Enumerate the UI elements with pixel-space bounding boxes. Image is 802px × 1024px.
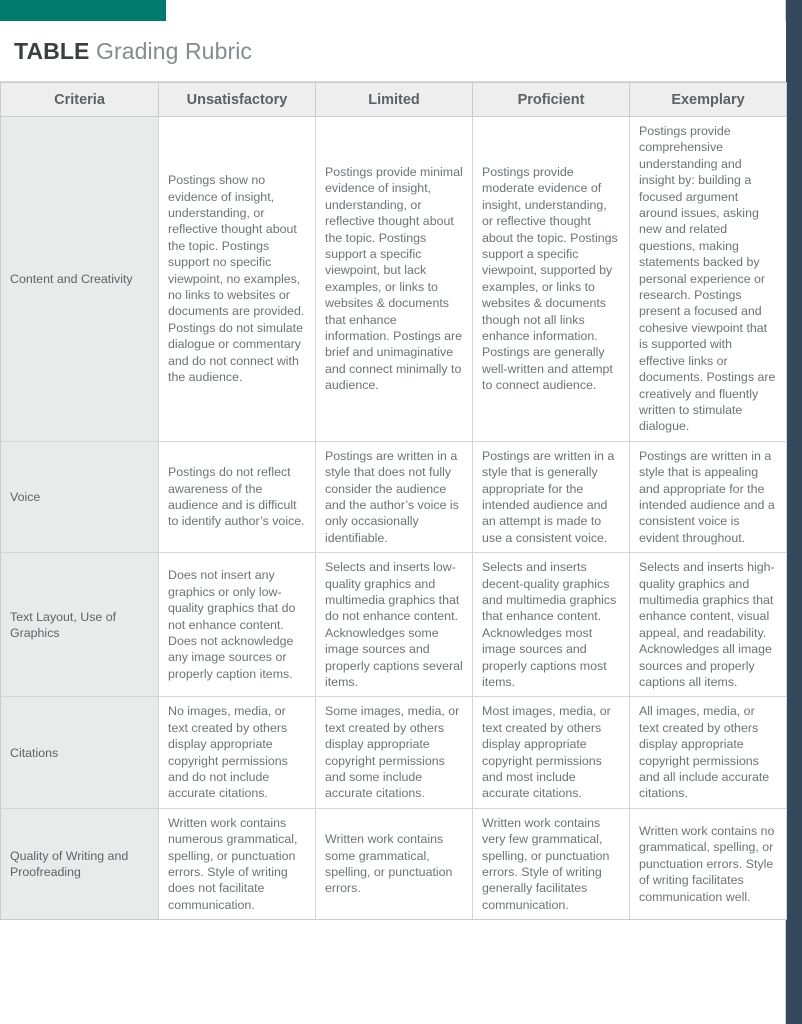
cell-unsatisfactory: Postings do not reflect awareness of the audience and is difficult to identify author’s voice. [159, 441, 316, 552]
page-title-strong: TABLE [14, 38, 90, 64]
cell-proficient: Written work contains very few grammatical, spelling, or punctuation errors. Style of writing generally facilitates communication. [473, 808, 630, 919]
cell-proficient: Postings provide moderate evidence of insight, understanding, or reflective thought about the topic. Postings support a specific viewpoint, supported by examples, or links to websites & documents though not all links enhance information. Postings are generally well-written and attempt to connect audience. [473, 117, 630, 442]
criteria-label: Text Layout, Use of Graphics [1, 553, 159, 697]
cell-limited: Some images, media, or text created by others display appropriate copyright permissions and some include accurate citations. [316, 697, 473, 808]
column-header-criteria: Criteria [1, 83, 159, 117]
column-header-unsatisfactory: Unsatisfactory [159, 83, 316, 117]
cell-exemplary: Postings are written in a style that is appealing and appropriate for the intended audience and a consistent voice is evident throughout. [630, 441, 787, 552]
table-row [1, 808, 787, 919]
cell-unsatisfactory: Does not insert any graphics or only low-quality graphics that do not enhance content. Does not acknowledge any image sources or properly caption items. [159, 553, 316, 697]
cell-limited: Selects and inserts low-quality graphics and multimedia graphics that do not enhance content. Acknowledges some image sources and properly captions several items. [316, 553, 473, 697]
cell-proficient: Selects and inserts decent-quality graphics and multimedia graphics that enhance content. Acknowledges most image sources and properly captions most items. [473, 553, 630, 697]
title-bar [0, 21, 786, 82]
table-row [1, 553, 787, 697]
column-header-exemplary: Exemplary [630, 83, 787, 117]
criteria-label: Quality of Writing and Proofreading [1, 808, 159, 919]
cell-limited: Written work contains some grammatical, spelling, or punctuation errors. [316, 808, 473, 919]
column-header-proficient: Proficient [473, 83, 630, 117]
right-edge-rail [786, 0, 802, 1024]
cell-exemplary: Selects and inserts high-quality graphics and multimedia graphics that enhance content, visual appeal, and readability. Acknowledges all image sources and properly captions all items. [630, 553, 787, 697]
cell-exemplary: Written work contains no grammatical, spelling, or punctuation errors. Style of writing facilitates communication well. [630, 808, 787, 919]
table-body [1, 117, 787, 920]
cell-unsatisfactory: Written work contains numerous grammatical, spelling, or punctuation errors. Style of writing does not facilitate communication. [159, 808, 316, 919]
table-row [1, 117, 787, 442]
cell-unsatisfactory: No images, media, or text created by others display appropriate copyright permissions and do not include accurate citations. [159, 697, 316, 808]
page-title [14, 38, 252, 64]
cell-unsatisfactory: Postings show no evidence of insight, understanding, or reflective thought about the topic. Postings support no specific viewpoint, no examples, no links to websites or documents are provided. Postings do not simulate dialogue or commentary and do not connect with the audience. [159, 117, 316, 442]
table-row [1, 697, 787, 808]
criteria-label: Content and Creativity [1, 117, 159, 442]
table-header [1, 83, 787, 117]
cell-exemplary: All images, media, or text created by others display appropriate copyright permissions and all include accurate citations. [630, 697, 787, 808]
page-title-subject: Grading Rubric [95, 38, 253, 64]
cell-proficient: Most images, media, or text created by others display appropriate copyright permissions and most include accurate citations. [473, 697, 630, 808]
cell-limited: Postings provide minimal evidence of insight, understanding, or reflective thought about the topic. Postings support a specific viewpoint, but lack examples, or links to websites & documents that enhance information. Postings are brief and unimaginative and connect minimally to audience. [316, 117, 473, 442]
grading-rubric-table [0, 82, 787, 920]
criteria-label: Voice [1, 441, 159, 552]
table-row [1, 441, 787, 552]
cell-exemplary: Postings provide comprehensive understanding and insight by: building a focused argument around issues, asking new and related questions, making statements backed by personal experience or research. Postings present a focused and cohesive viewpoint that is supported with effective links or documents. Postings are creatively and fluently written to stimulate dialogue. [630, 117, 787, 442]
column-header-limited: Limited [316, 83, 473, 117]
criteria-label: Citations [1, 697, 159, 808]
cell-limited: Postings are written in a style that does not fully consider the audience and the author’s voice is only occasionally identifiable. [316, 441, 473, 552]
header-row [1, 83, 787, 117]
cell-proficient: Postings are written in a style that is generally appropriate for the intended audience and an attempt is made to use a consistent voice. [473, 441, 630, 552]
